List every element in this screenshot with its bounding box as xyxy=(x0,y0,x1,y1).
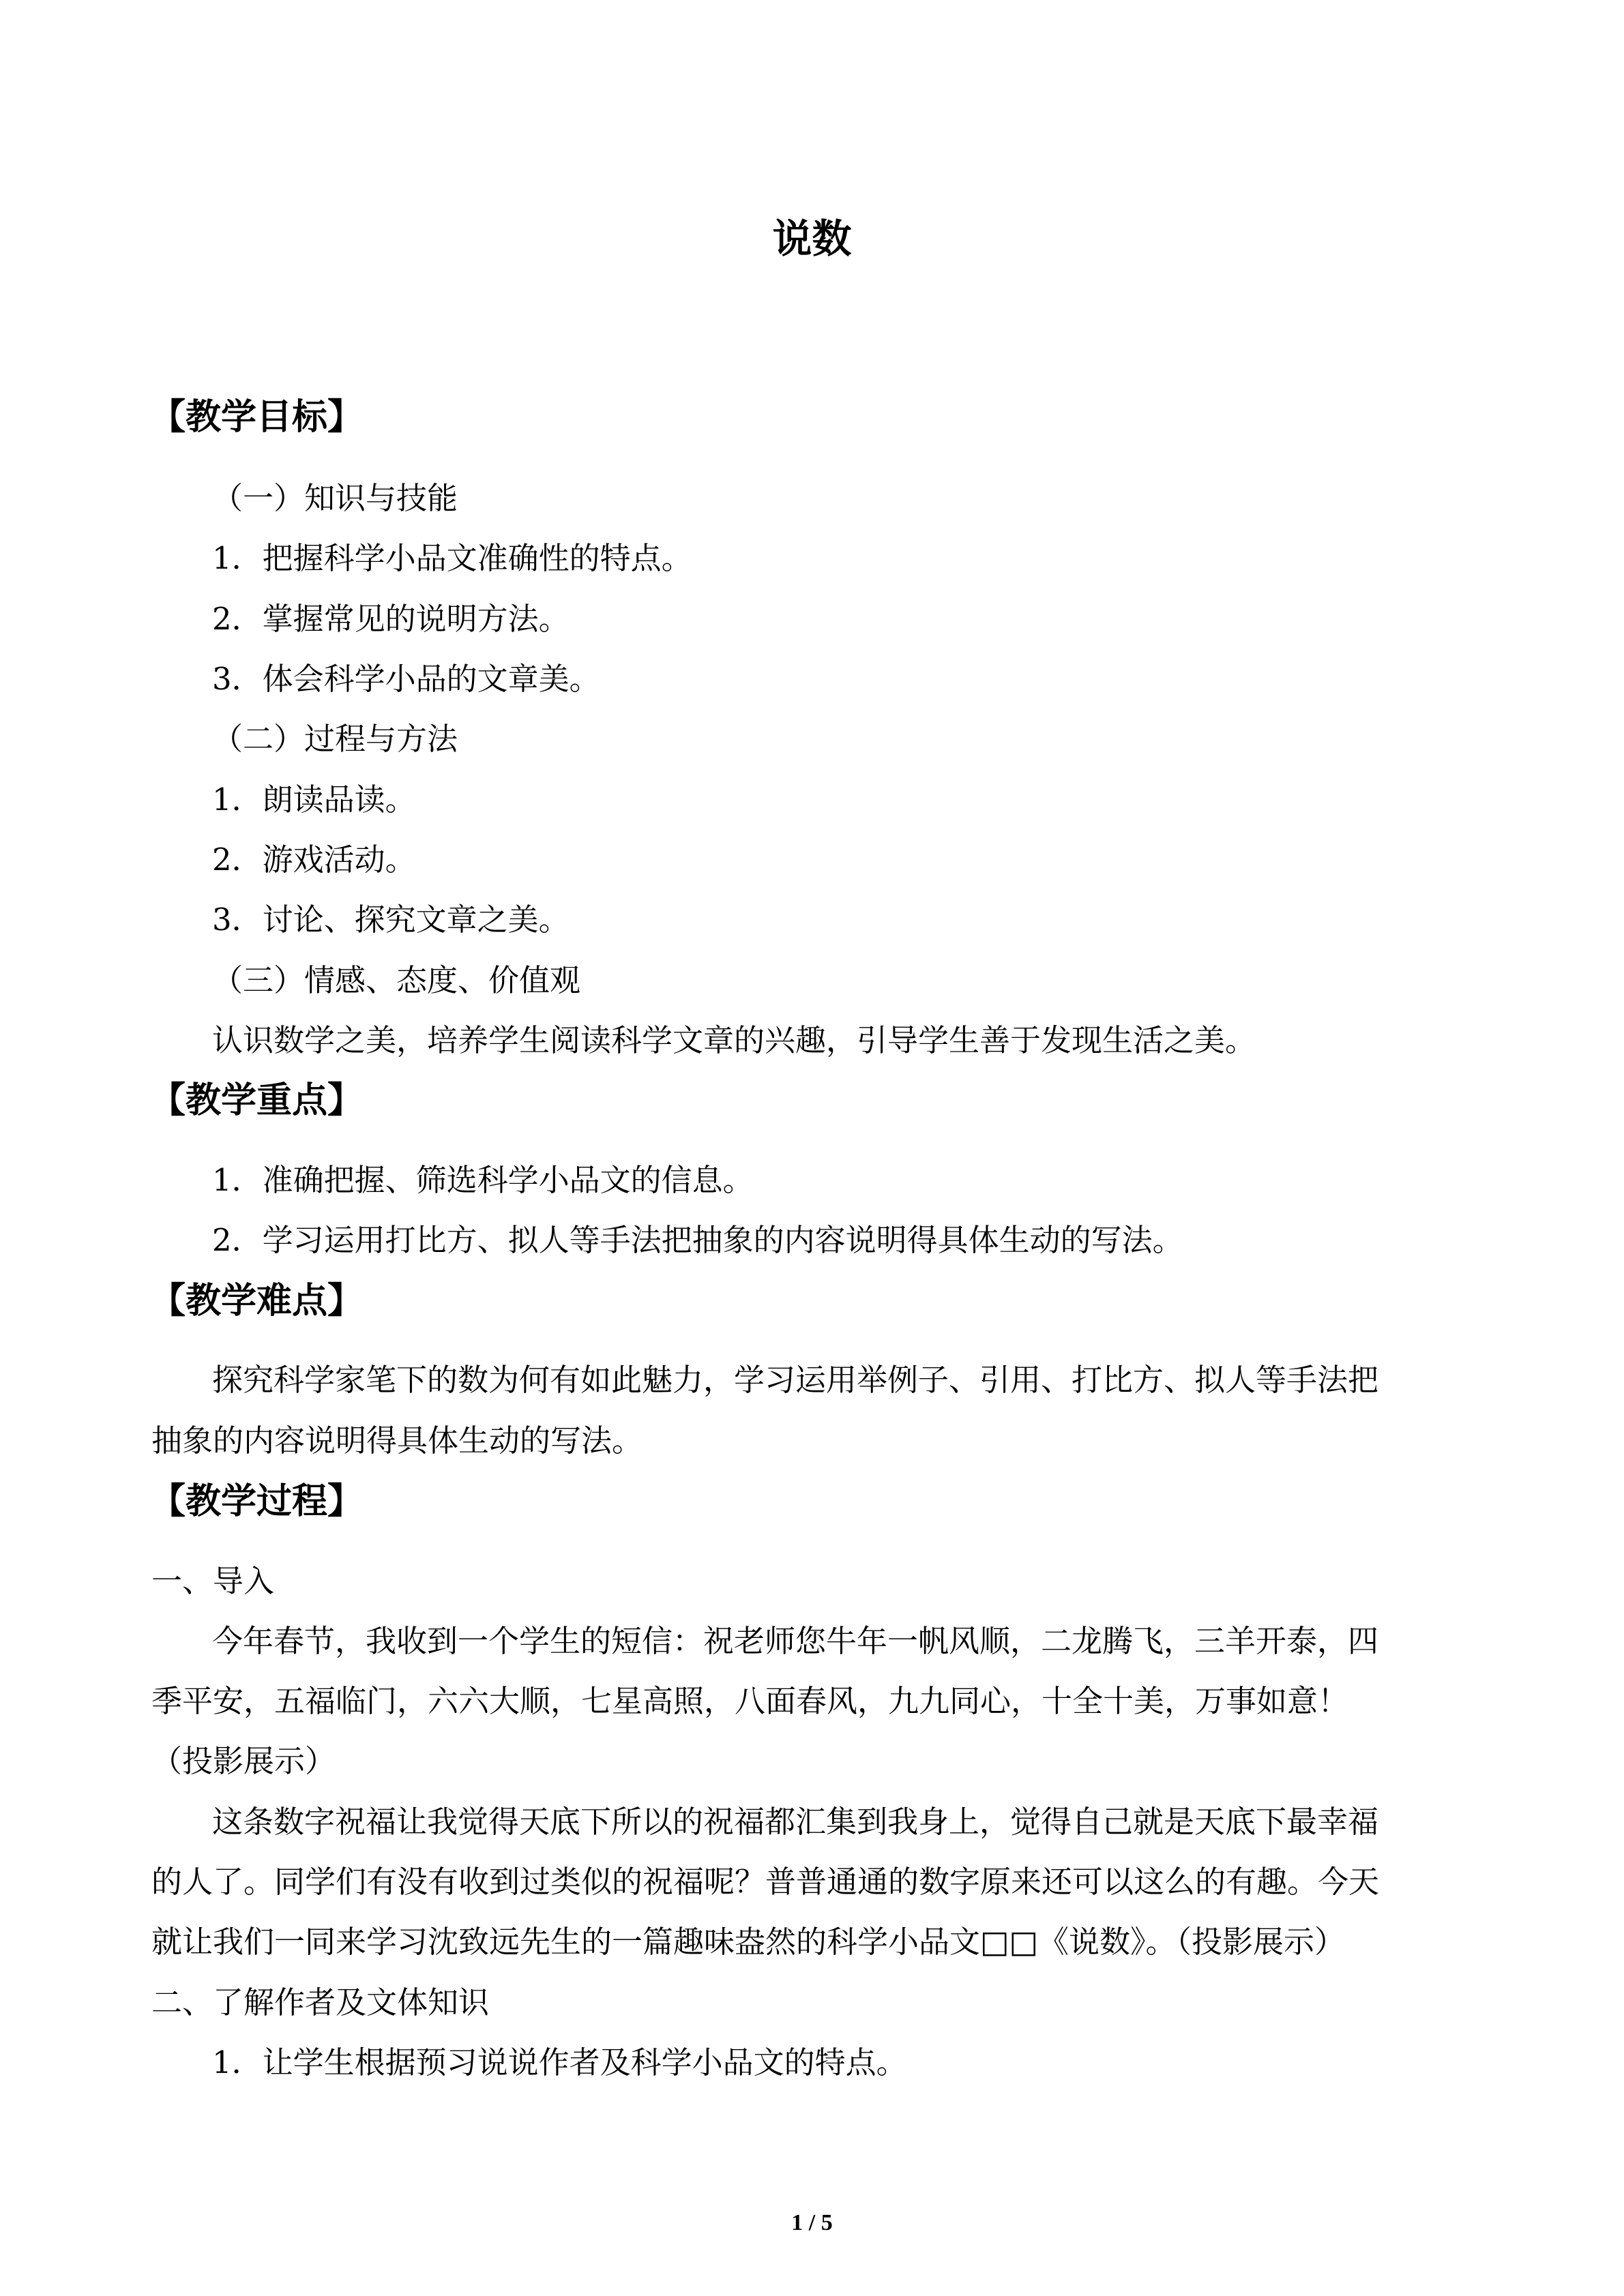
list-item: 1．准确把握、筛选科学小品文的信息。 xyxy=(212,1162,754,1198)
paragraph-text: 就让我们一同来学习沈致远先生的一篇趣味盎然的科学小品文□□《说数》。（投影展示） xyxy=(151,1924,1346,1960)
heading-teaching-goals: 【教学目标】 xyxy=(150,397,364,438)
paragraph-text: 这条数字祝福让我觉得天底下所以的祝福都汇集到我身上，觉得自己就是天底下最幸福 xyxy=(212,1804,1379,1840)
subheading-emotions-values: （三）情感、态度、价值观 xyxy=(212,962,581,998)
list-item: 2．学习运用打比方、拟人等手法把抽象的内容说明得具体生动的写法。 xyxy=(212,1222,1183,1258)
paragraph-text: 认识数学之美，培养学生阅读科学文章的兴趣，引导学生善于发现生活之美。 xyxy=(212,1022,1256,1058)
list-item: 2．掌握常见的说明方法。 xyxy=(212,601,570,637)
list-item: 1．朗读品读。 xyxy=(212,781,416,818)
paragraph-text: 季平安，五福临门，六六大顺，七星高照，八面春风，九九同心，十全十美，万事如意！ xyxy=(151,1683,1349,1719)
subheading-process-methods: （二）过程与方法 xyxy=(212,721,458,757)
section-heading-author: 二、了解作者及文体知识 xyxy=(151,1984,490,2021)
heading-key-points: 【教学重点】 xyxy=(150,1080,364,1121)
paragraph-text: 的人了。同学们有没有收到过类似的祝福呢？普普通通的数字原来还可以这么的有趣。今天 xyxy=(151,1864,1380,1900)
paragraph-text: 今年春节，我收到一个学生的短信：祝老师您牛年一帆风顺，二龙腾飞，三羊开泰，四 xyxy=(212,1623,1379,1659)
list-item: 3．讨论、探究文章之美。 xyxy=(212,901,570,938)
list-item: 2．游戏活动。 xyxy=(212,841,416,878)
document-title: 说数 xyxy=(772,215,852,262)
paragraph-text: 探究科学家笔下的数为何有如此魅力，学习运用举例子、引用、打比方、拟人等手法把 xyxy=(212,1362,1379,1398)
paragraph-text: 抽象的内容说明得具体生动的写法。 xyxy=(151,1422,643,1459)
list-item: 1．把握科学小品文准确性的特点。 xyxy=(212,540,692,576)
list-item: 3．体会科学小品的文章美。 xyxy=(212,661,600,697)
subheading-knowledge-skills: （一）知识与技能 xyxy=(212,480,458,516)
section-heading-intro: 一、导入 xyxy=(151,1563,275,1599)
list-item: 1．让学生根据预习说说作者及科学小品文的特点。 xyxy=(212,2044,907,2081)
paragraph-text: （投影展示） xyxy=(151,1743,336,1779)
heading-difficulties: 【教学难点】 xyxy=(150,1281,364,1322)
page-number: 1 / 5 xyxy=(791,2210,833,2235)
heading-teaching-process: 【教学过程】 xyxy=(150,1481,364,1522)
